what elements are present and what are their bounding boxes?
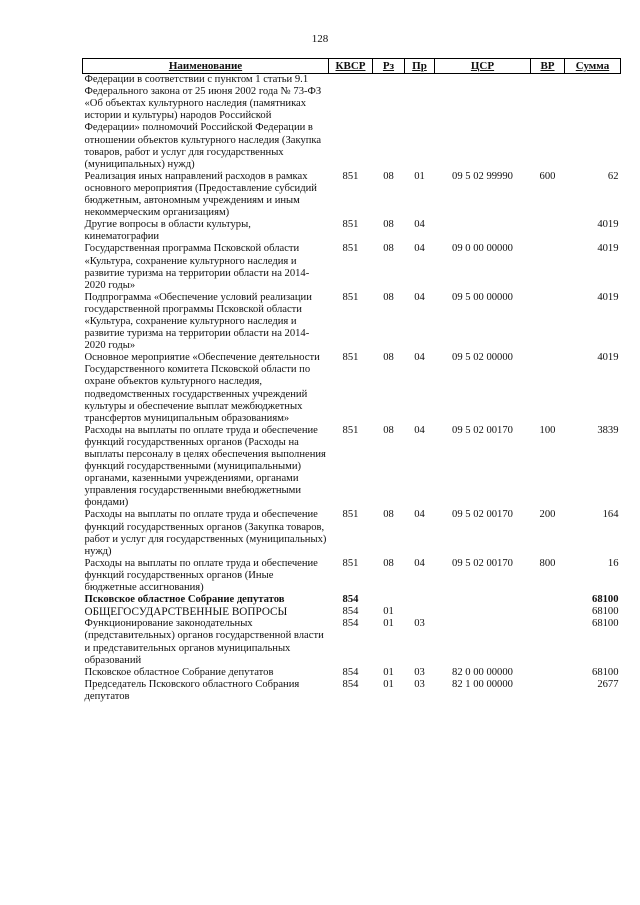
- cell-pr: [405, 74, 435, 171]
- cell-kvsr: 851: [342, 509, 359, 521]
- cell-kvsr: 854: [342, 606, 359, 618]
- table-row: [83, 618, 621, 666]
- cell-sum: 2677: [597, 678, 619, 690]
- cell-pr: 03: [414, 678, 425, 690]
- cell-name: Государственная программа Псковской области «Культура, сохранение культурного наследия и развитие туризма на территории области на 2014-2020 годы»: [84, 243, 310, 291]
- cell-csr: [435, 74, 531, 171]
- cell-pr: 04: [414, 557, 425, 569]
- cell-kvsr: 851: [342, 170, 359, 182]
- cell-vr: [531, 667, 565, 679]
- cell-vr: [531, 243, 565, 291]
- column-header-csr: ЦСР: [435, 59, 531, 74]
- cell-rz: 08: [383, 509, 394, 521]
- cell-rz: [373, 594, 405, 606]
- cell-csr: 09 5 02 00170: [452, 509, 513, 521]
- cell-csr: [435, 618, 531, 666]
- cell-name: Федерации в соответствии с пунктом 1 статьи 9.1 Федерального закона от 25 июня 2002 года № 73-ФЗ «Об объектах культурного наследия (памятниках истории и культуры) народов Российской Федерации» полномочий Российской Федерации в отношении объектов культурного наследия (Закупка товаров, работ и услуг для государственных (муниципальных) нужд): [84, 74, 322, 170]
- cell-csr: [435, 606, 531, 618]
- table-row: [83, 171, 621, 219]
- cell-vr: 100: [539, 424, 556, 436]
- cell-name: Псковское областное Собрание депутатов: [84, 666, 274, 678]
- cell-name: Функционирование законодательных (представительных) органов государственной власти и представительных органов муниципальных образований: [84, 618, 324, 666]
- cell-name: ОБЩЕГОСУДАРСТВЕННЫЕ ВОПРОСЫ: [84, 606, 288, 619]
- table-row: [83, 667, 621, 679]
- cell-kvsr: 851: [342, 352, 359, 364]
- cell-sum: 68100: [592, 618, 619, 630]
- cell-sum: 164: [602, 509, 619, 521]
- table-row: [83, 509, 621, 557]
- cell-sum: 16: [607, 557, 619, 569]
- cell-rz: 01: [383, 618, 394, 630]
- cell-sum: 68100: [592, 606, 619, 618]
- cell-pr: [405, 606, 435, 618]
- cell-vr: [531, 594, 565, 606]
- cell-kvsr: 851: [342, 219, 359, 231]
- column-header-pr: Пр: [405, 59, 435, 74]
- cell-sum: 4019: [597, 291, 619, 303]
- cell-name: Расходы на выплаты по оплате труда и обеспечение функций государственных органов (Закупка товаров, работ и услуг для государственных (муниципальных) нужд): [84, 509, 327, 557]
- cell-vr: [531, 219, 565, 243]
- column-header-kvsr: КВСР: [329, 59, 373, 74]
- column-header-sum: Сумма: [565, 59, 621, 74]
- cell-sum: 4019: [597, 352, 619, 364]
- cell-rz: 08: [383, 557, 394, 569]
- cell-pr: [405, 594, 435, 606]
- cell-csr: 09 5 02 00170: [452, 424, 513, 436]
- cell-vr: 800: [539, 557, 556, 569]
- cell-vr: 600: [539, 170, 556, 182]
- cell-sum: 68100: [592, 666, 619, 678]
- cell-csr: 09 5 02 99990: [452, 170, 513, 182]
- cell-name: Другие вопросы в области культуры, кинематографии: [84, 219, 251, 243]
- cell-vr: [531, 606, 565, 618]
- cell-rz: 08: [383, 291, 394, 303]
- budget-table: [82, 58, 621, 703]
- cell-name: Расходы на выплаты по оплате труда и обеспечение функций государственных органов (Расходы на выплаты персоналу в целях обеспечения выполнения функций государственными (муниципальными) органами, казенными учреждениями, органами управления государственными внебюджетными фондами): [84, 424, 326, 509]
- table-header-row: [83, 59, 621, 74]
- cell-csr: 09 5 02 00000: [452, 352, 513, 364]
- cell-vr: [531, 618, 565, 666]
- cell-kvsr: 854: [342, 678, 359, 690]
- cell-kvsr: [329, 74, 373, 171]
- cell-sum: 4019: [597, 219, 619, 231]
- cell-rz: 08: [383, 219, 394, 231]
- table-row: [83, 352, 621, 425]
- cell-kvsr: 851: [342, 243, 359, 255]
- cell-rz: [373, 74, 405, 171]
- cell-csr: 09 5 00 00000: [452, 291, 513, 303]
- table-row: [83, 219, 621, 243]
- cell-kvsr: 854: [342, 594, 359, 606]
- cell-rz: 01: [383, 678, 394, 690]
- table-row: [83, 243, 621, 291]
- cell-pr: 04: [414, 291, 425, 303]
- cell-pr: 01: [414, 170, 425, 182]
- cell-name: Подпрограмма «Обеспечение условий реализации государственной программы Псковской области «Культура, сохранение культурного наследия и развитие туризма на территории области на 2014-2020 годы»: [84, 291, 312, 352]
- cell-name: Реализация иных направлений расходов в рамках основного мероприятия (Предоставление субсидий бюджетным, автономным учреждениям и иным некоммерческим организациям): [84, 170, 317, 219]
- cell-rz: 08: [383, 352, 394, 364]
- table-row: [83, 425, 621, 510]
- cell-sum: 62: [607, 170, 619, 182]
- cell-name: Основное мероприятие «Обеспечение деятельности Государственного комитета Псковской области по охране объектов культурного наследия, подведомственных государственных учреждений культуры и обеспечение выплат межбюджетных трансфертов муниципальным образованиям»: [84, 352, 320, 424]
- table-row: [83, 679, 621, 703]
- cell-sum: 68100: [592, 594, 619, 606]
- cell-vr: [531, 292, 565, 352]
- cell-kvsr: 851: [342, 557, 359, 569]
- column-header-name: Наименование: [83, 59, 329, 74]
- cell-vr: [531, 679, 565, 703]
- cell-pr: 04: [414, 352, 425, 364]
- cell-name: Псковское областное Собрание депутатов: [84, 594, 285, 606]
- column-header-rz: Рз: [373, 59, 405, 74]
- cell-csr: [435, 219, 531, 243]
- cell-kvsr: 851: [342, 424, 359, 436]
- cell-kvsr: 854: [342, 666, 359, 678]
- cell-kvsr: 851: [342, 291, 359, 303]
- cell-kvsr: 854: [342, 618, 359, 630]
- cell-rz: 01: [383, 606, 394, 618]
- cell-pr: 04: [414, 243, 425, 255]
- cell-sum: 3839: [597, 424, 619, 436]
- page-number: 128: [311, 33, 329, 45]
- table-row: [83, 74, 621, 171]
- cell-vr: [531, 352, 565, 425]
- cell-rz: 08: [383, 424, 394, 436]
- cell-name: Расходы на выплаты по оплате труда и обеспечение функций государственных органов (Иные бюджетные ассигнования): [84, 557, 318, 594]
- cell-pr: 04: [414, 509, 425, 521]
- cell-csr: 82 1 00 00000: [452, 678, 513, 690]
- column-header-vr: ВР: [531, 59, 565, 74]
- cell-csr: [435, 594, 531, 606]
- cell-pr: 04: [414, 424, 425, 436]
- cell-csr: 09 0 00 00000: [452, 243, 513, 255]
- cell-rz: 08: [383, 170, 394, 182]
- table-row: [83, 606, 621, 618]
- cell-rz: 01: [383, 666, 394, 678]
- cell-pr: 03: [414, 618, 425, 630]
- table-row: [83, 558, 621, 594]
- cell-sum: [565, 74, 621, 171]
- cell-name: Председатель Псковского областного Собрания депутатов: [84, 678, 300, 702]
- cell-rz: 08: [383, 243, 394, 255]
- table-row: [83, 594, 621, 606]
- cell-csr: 82 0 00 00000: [452, 666, 513, 678]
- cell-pr: 04: [414, 219, 425, 231]
- table-row: [83, 292, 621, 352]
- cell-pr: 03: [414, 666, 425, 678]
- cell-vr: 200: [539, 509, 556, 521]
- cell-vr: [531, 74, 565, 171]
- cell-csr: 09 5 02 00170: [452, 557, 513, 569]
- cell-sum: 4019: [597, 243, 619, 255]
